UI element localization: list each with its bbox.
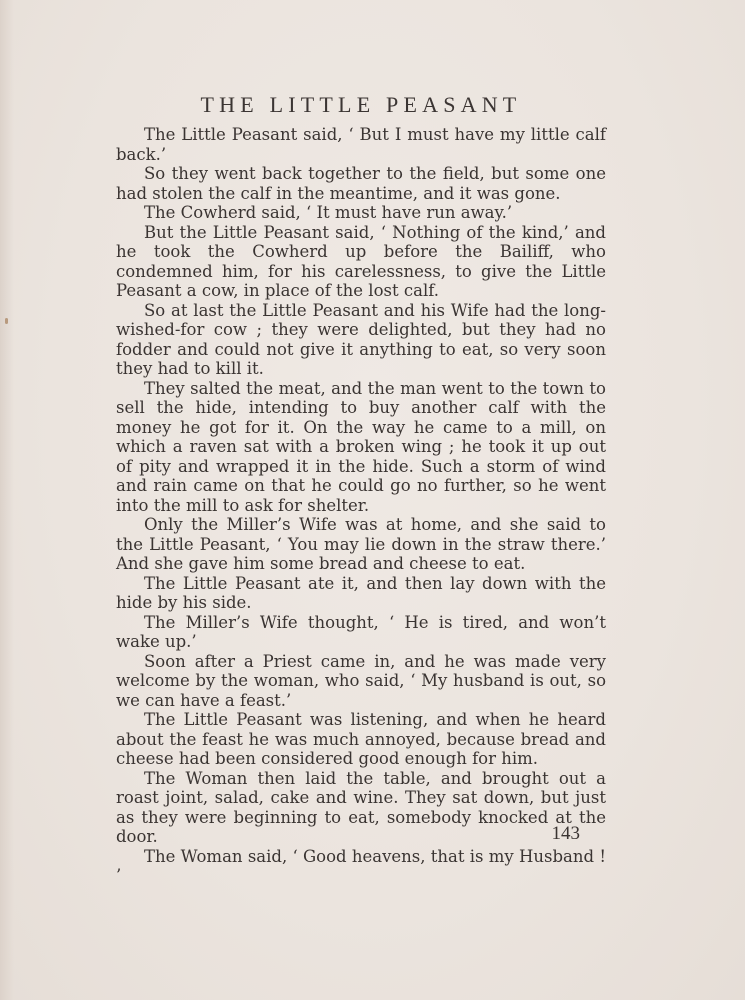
paragraph: So at last the Little Peasant and his Wife had the long-wished-for cow ; they were delighted, but they had no fodder and could not give it anything to eat, so very soon they had to kill it.	[116, 300, 606, 378]
paragraph: The Woman then laid the table, and brought out a roast joint, salad, cake and wine. They sat down, but just as they were beginning to eat, somebody knocked at the door.	[116, 768, 606, 846]
paragraph: Only the Miller’s Wife was at home, and she said to the Little Peasant, ‘ You may lie down in the straw there.’ And she gave him some bread and cheese to eat.	[116, 515, 606, 573]
paragraph: Soon after a Priest came in, and he was made very welcome by the woman, who said, ‘ My husband is out, so we can have a feast.’	[116, 651, 606, 710]
paragraph: The Miller’s Wife thought, ‘ He is tired, and won’t wake up.’	[116, 612, 606, 651]
paragraph: They salted the meat, and the man went to the town to sell the hide, intending to buy another calf with the money he got for it. On the way he came to a mill, on which a raven sat with a broken wing ; he took it up out of pity and wrapped it in the hide. Such a storm of wind and rain came on that he could go no further, so he went into the mill to ask for shelter.	[116, 378, 606, 515]
paragraph: The Woman said, ‘ Good heavens, that is my Husband ! ’	[116, 846, 606, 885]
paragraph: The Little Peasant ate it, and then lay down with the hide by his side.	[116, 573, 606, 612]
paragraph: The Little Peasant said, ‘ But I must have my little calf back.’	[116, 125, 606, 164]
body-text	[116, 125, 606, 886]
paragraph: The Cowherd said, ‘ It must have run away.’	[144, 203, 513, 222]
running-head: THE LITTLE PEASANT	[200, 92, 522, 117]
page-number: 143	[551, 823, 580, 844]
paragraph: The Little Peasant was listening, and when he heard about the feast he was much annoyed, because bread and cheese had been considered good enough for him.	[116, 710, 606, 768]
paragraph: But the Little Peasant said, ‘ Nothing of the kind,’ and he took the Cowherd up before the Bailiff, who condemned him, for his carelessness, to give the Little Peasant a cow, in place of the lost calf.	[116, 222, 606, 300]
page-gutter-shadow	[0, 0, 14, 1000]
paragraph: So they went back together to the field, but some one had stolen the calf in the meantime, and it was gone.	[116, 164, 606, 203]
paper-speck	[5, 318, 8, 324]
